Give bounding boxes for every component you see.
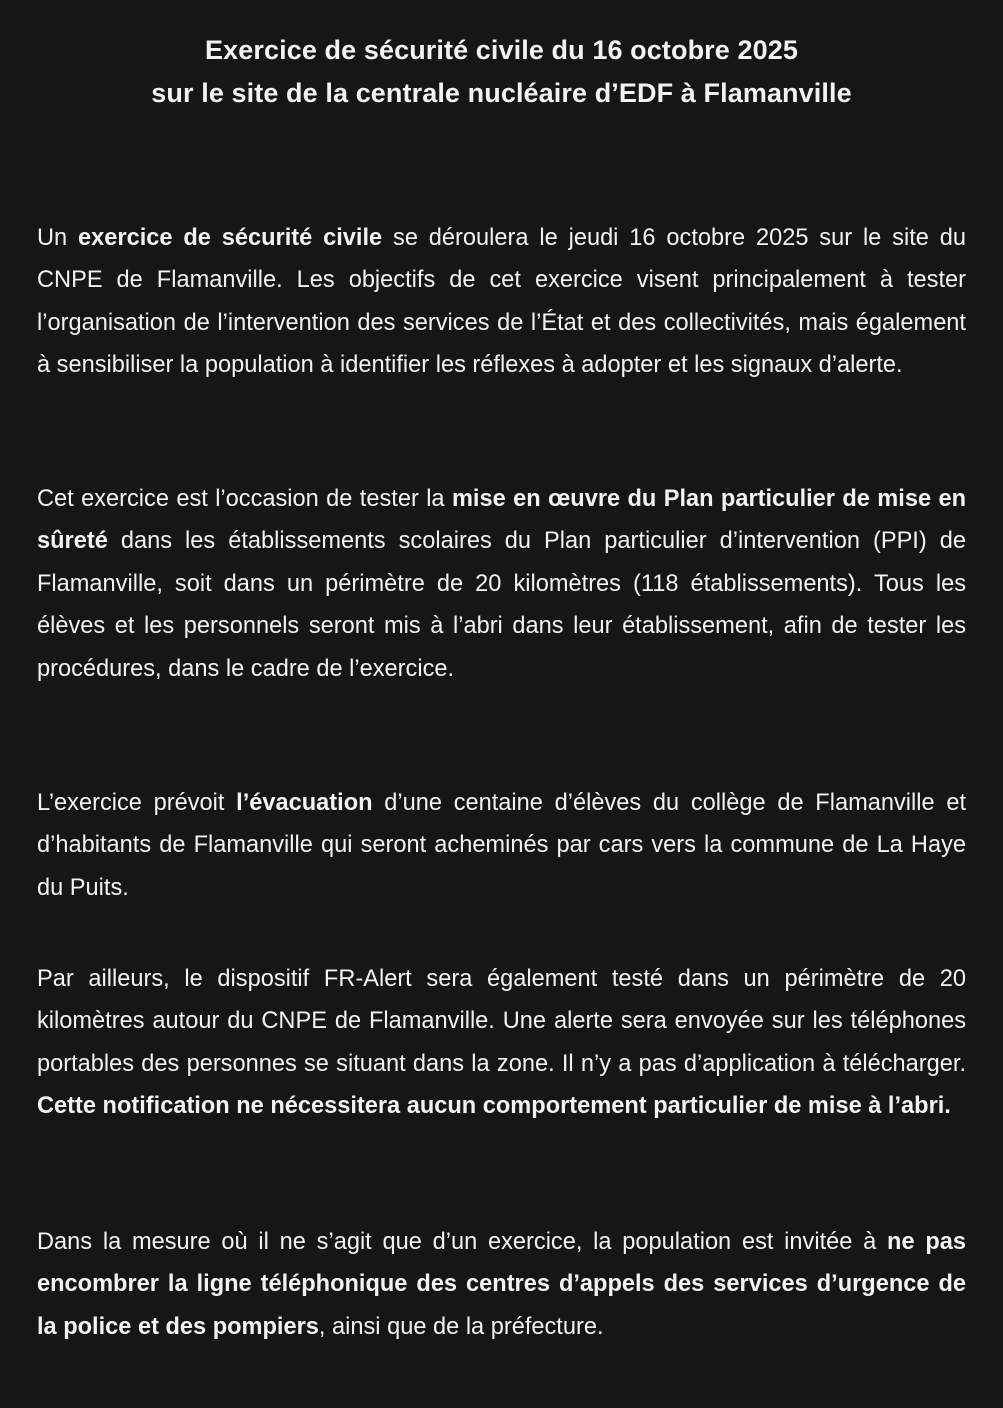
- p1-text-2: se déroulera le jeudi 16 octobre 2025 sur le site du CNPE de Flamanville. Les objectifs de cet exercice visent principalement à tester l’organisation de l’intervention des services de l’État et des collectivités, mais également à sensibiliser la population à identifier les réflexes à adopter et les signaux d’alerte.: [37, 225, 966, 379]
- p3-text-2: d’une centaine d’élèves du collège de Flamanville et d’habitants de Flamanville qui seront acheminés par cars vers la commune de La Haye du Puits.: [37, 790, 967, 901]
- paragraph-exercise-intro: [37, 217, 966, 387]
- paragraph-ppms-schools: [37, 478, 966, 690]
- document-title: [37, 0, 966, 115]
- p5-bold-1: ne pas encombrer la ligne téléphonique des centres d’appels des services d’urgence de la police et des pompiers: [37, 1229, 966, 1340]
- p3-bold-1: l’évacuation: [236, 790, 373, 816]
- paragraph-fr-alert: [37, 958, 966, 1128]
- p4-bold-1: Cette notification ne nécessitera aucun comportement particulier de mise à l’abri.: [37, 1093, 951, 1120]
- title-line-2: sur le site de la centrale nucléaire d’EDF à Flamanville: [151, 78, 852, 108]
- p2-text-1: Cet exercice est l’occasion de tester la: [37, 486, 452, 512]
- p3-text-1: L’exercice prévoit: [37, 790, 237, 816]
- paragraph-evacuation: [37, 782, 966, 909]
- p4-text-1: Par ailleurs, le dispositif FR-Alert sera également testé dans un périmètre de 20 kilomètres autour du CNPE de Flamanville. Une alerte sera envoyée sur les téléphones portables des personnes se situant dans la zone. Il n’y a pas d’application à télécharger.: [37, 966, 966, 1077]
- p1-bold-1: exercice de sécurité civile: [78, 225, 383, 251]
- p2-text-2: dans les établissements scolaires du Plan particulier d’intervention (PPI) de Flamanville, soit dans un périmètre de 20 kilomètres (118 établissements). Tous les élèves et les personnels seront mis à l’abri dans leur établissement, afin de tester les procédures, dans le cadre de l’exercice.: [37, 528, 966, 682]
- p5-text-1: Dans la mesure où il ne s’agit que d’un exercice, la population est invitée à: [37, 1229, 888, 1255]
- title-line-1: Exercice de sécurité civile du 16 octobre 2025: [205, 35, 798, 65]
- p2-bold-1: mise en œuvre du Plan particulier de mise en sûreté: [37, 486, 966, 555]
- p1-text-1: Un: [37, 225, 79, 251]
- paragraph-phone-lines: [37, 1221, 966, 1348]
- p5-text-2: , ainsi que de la préfecture.: [318, 1313, 604, 1340]
